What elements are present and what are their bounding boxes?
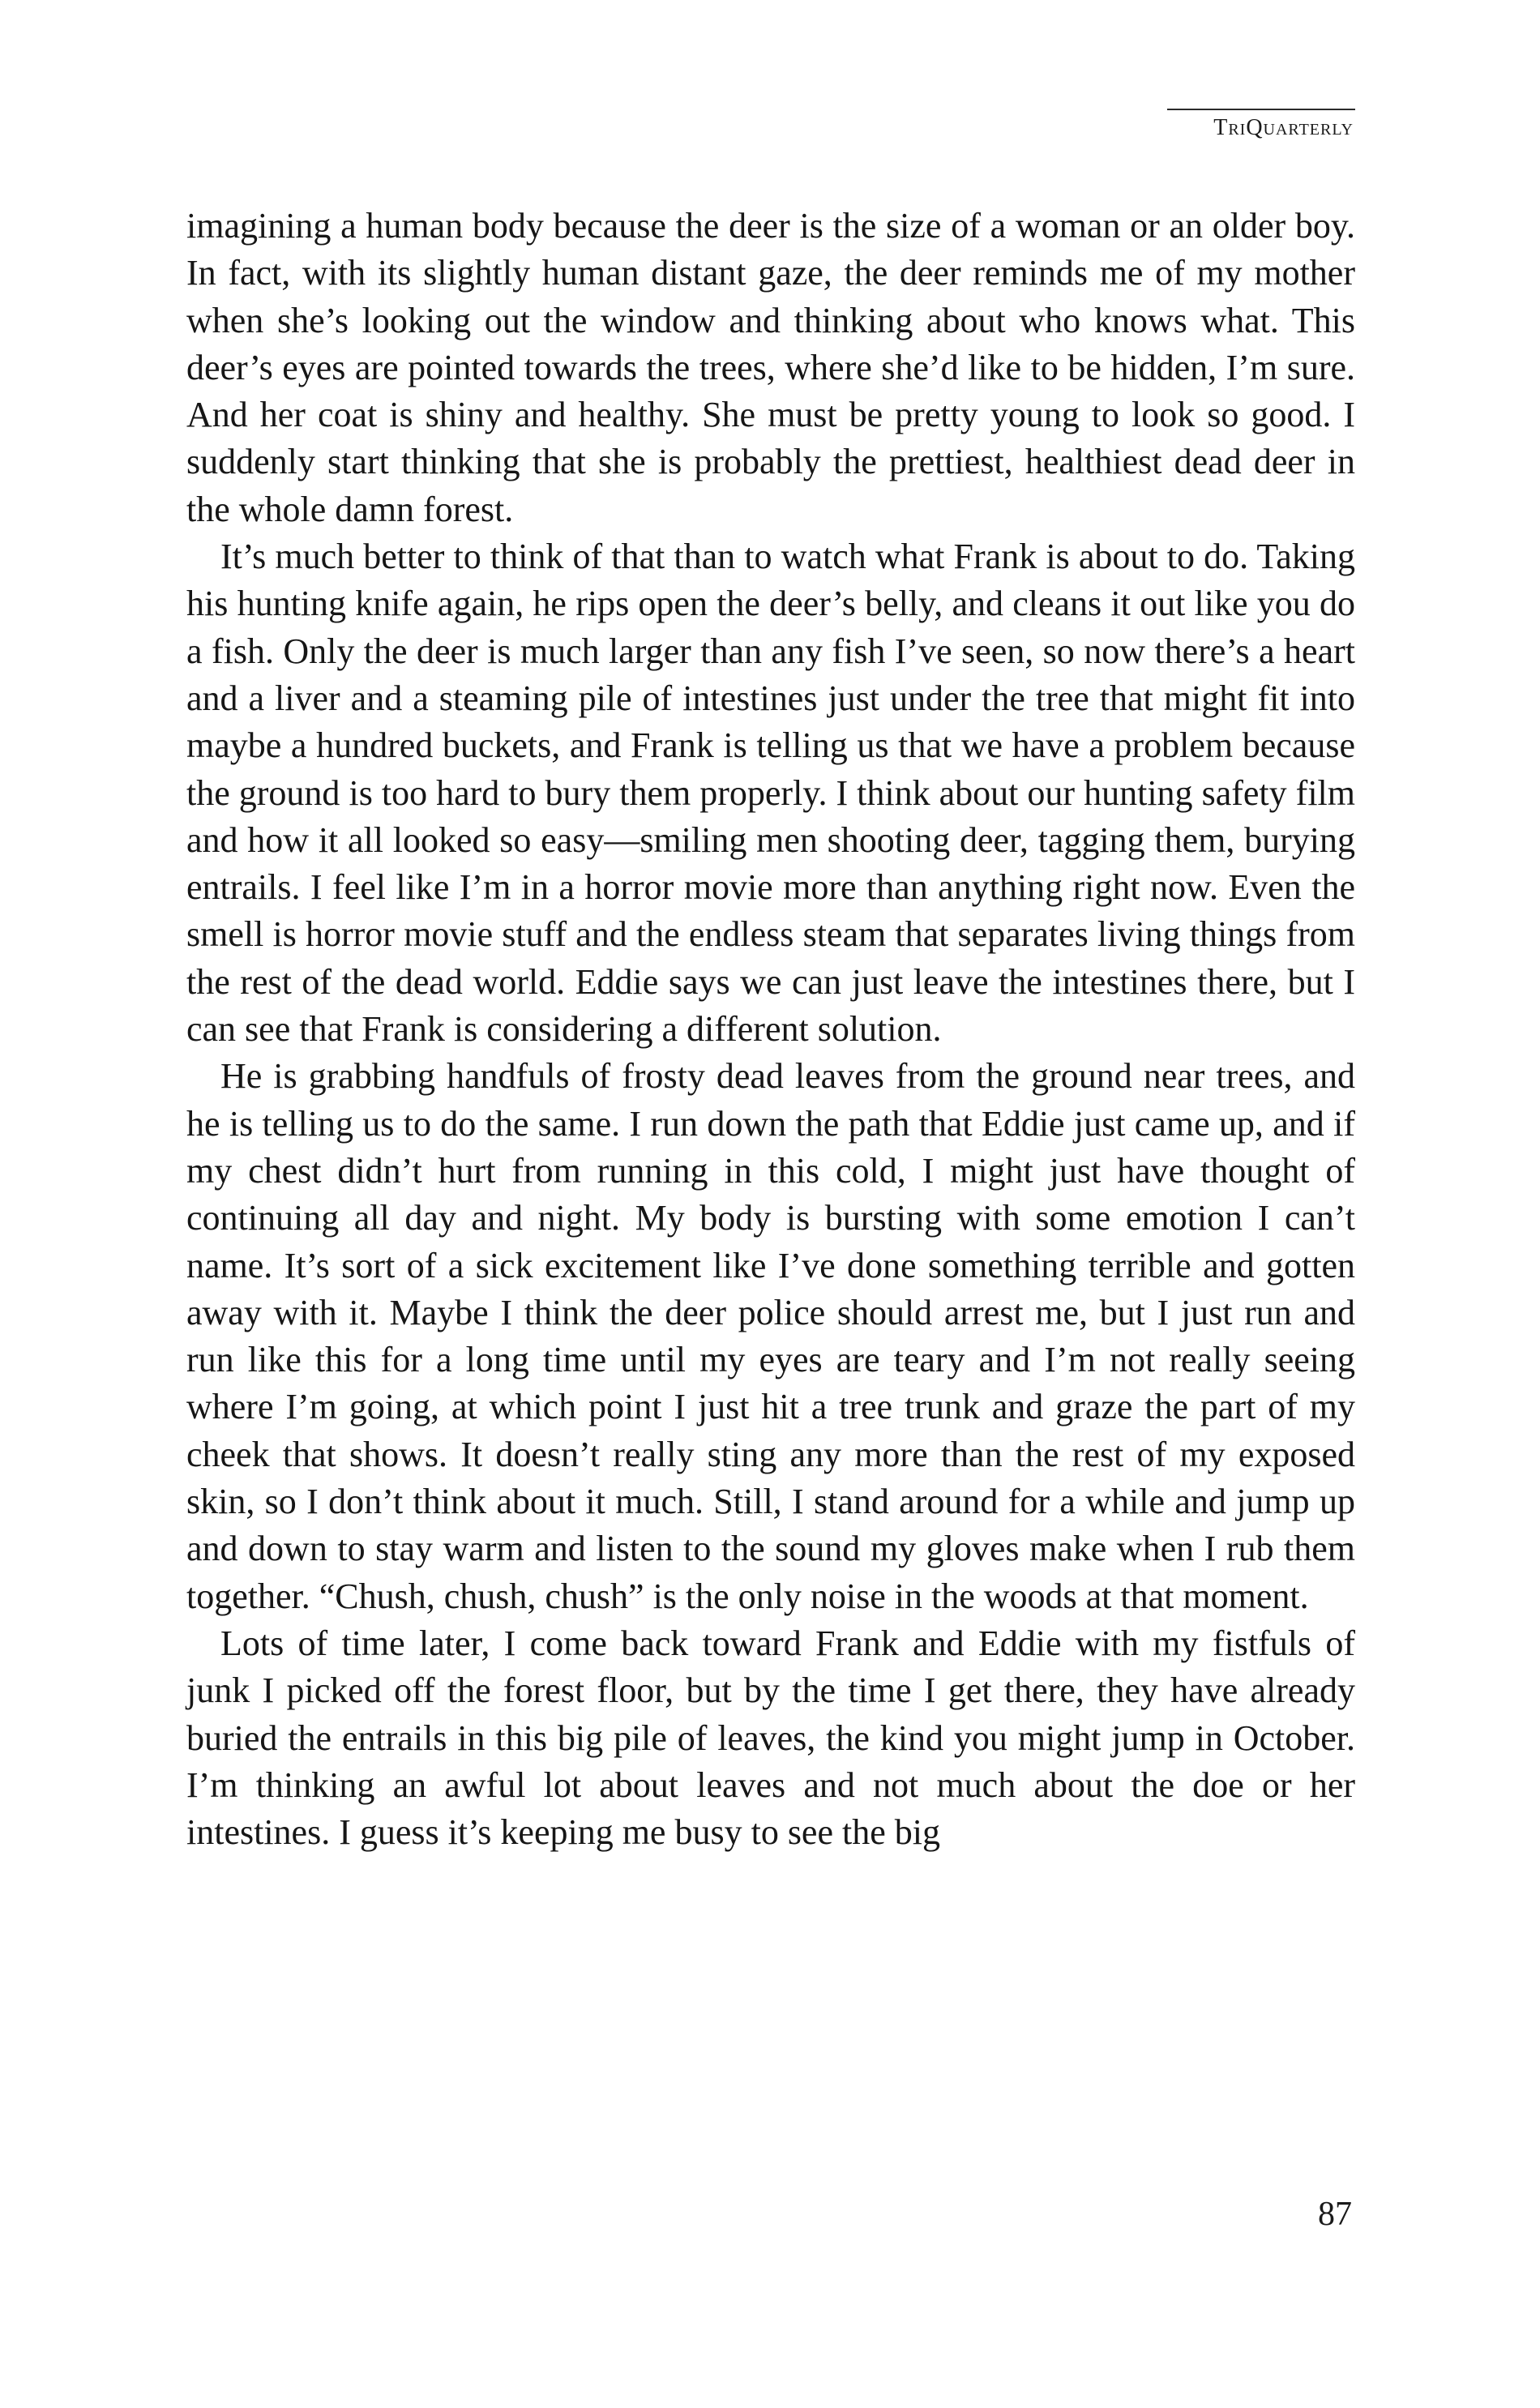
page-number: 87 (1318, 2196, 1352, 2233)
paragraph: It’s much better to think of that than to watch what Frank is about to do. Taking his hunting knife again, he rips open the deer’s belly, and cleans it out like you do a fish. Only the deer is much larger than any fish I’ve seen, so now there’s a heart and a liver and a steaming pile of intestines just under the tree that might fit into maybe a hundred buckets, and Frank is telling us that we have a problem because the ground is too hard to bury them properly. I think about our hunting safety film and how it all looked so easy—smiling men shooting deer, tagging them, burying entrails. I feel like I’m in a horror movie more than anything right now. Even the smell is horror movie stuff and the endless steam that separates living things from the rest of the dead world. Eddie says we can just leave the intestines there, but I can see that Frank is considering a different solution. (186, 537, 1355, 1050)
running-head: TriQuarterly (1213, 115, 1354, 140)
running-head-rule (1167, 109, 1355, 110)
story-text (186, 203, 1355, 1856)
paragraph: Lots of time later, I come back toward Frank and Eddie with my fistfuls of junk I picked off the forest floor, but by the time I get there, they have already buried the entrails in this big pile of leaves, the kind you might jump in October. I’m thinking an awful lot about leaves and not much about the doe or her intestines. I guess it’s keeping me busy to see the big (186, 1623, 1355, 1853)
paragraph: He is grabbing handfuls of frosty dead leaves from the ground near trees, and he is telling us to do the same. I run down the path that Eddie just came up, and if my chest didn’t hurt from running in this cold, I might just have thought of continuing all day and night. My body is bursting with some emotion I can’t name. It’s sort of a sick excitement like I’ve done something terrible and gotten away with it. Maybe I think the deer police should arrest me, but I just run and run like this for a long time until my eyes are teary and I’m not really seeing where I’m going, at which point I just hit a tree trunk and graze the part of my cheek that shows. It doesn’t really sting any more than the rest of my exposed skin, so I don’t think about it much. Still, I stand around for a while and jump up and down to stay warm and listen to the sound my gloves make when I rub them together. “Chush, chush, chush” is the only noise in the woods at that moment. (186, 1056, 1355, 1616)
paragraph: imagining a human body because the deer is the size of a woman or an older boy. In fact, with its slightly human distant gaze, the deer reminds me of my mother when she’s looking out the window and thinking about who knows what. This deer’s eyes are pointed towards the trees, where she’d like to be hidden, I’m sure. And her coat is shiny and healthy. She must be pretty young to look so good. I suddenly start thinking that she is probably the prettiest, healthiest dead deer in the whole damn forest. (186, 206, 1355, 529)
